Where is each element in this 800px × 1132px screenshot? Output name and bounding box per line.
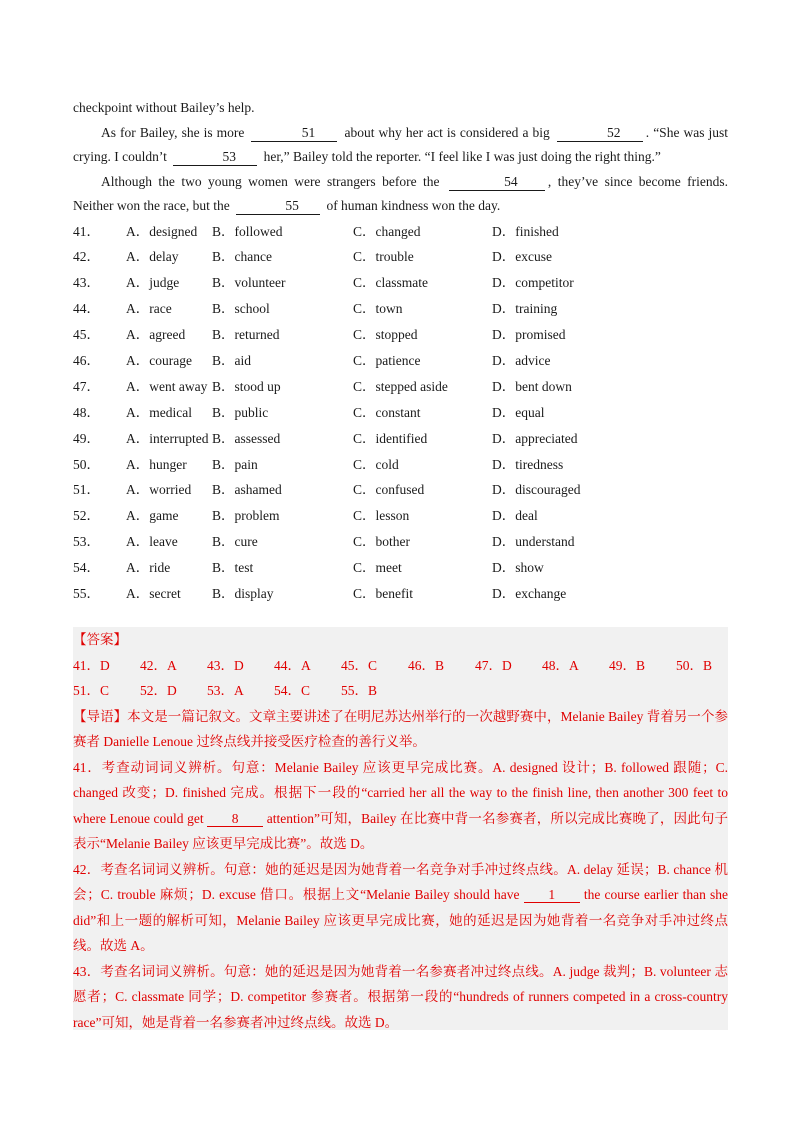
question-number: 45． [73,327,100,343]
option-a: A．went away [126,378,208,394]
option-d: D．advice [492,352,551,368]
option-c: C．bother [353,534,410,550]
option-b: B．public [212,404,269,420]
option-c: C．cold [353,456,399,472]
option-a: A．race [126,301,172,317]
answer-key-row [73,653,728,679]
question-row [73,503,728,529]
option-a: A．agreed [126,327,186,343]
question-number: 48． [73,404,100,420]
answer-key: 50．B [676,657,713,673]
option-d: D．show [492,560,544,576]
question-number: 44． [73,301,100,317]
option-d: D．equal [492,404,545,420]
option-d: D．appreciated [492,430,578,446]
explanation-text: 42．考查名词词义辨析。句意：她的延迟是因为她背着一名竞争对手冲过终点线。A. delay 延误；B. chance 机会；C. trouble 麻烦；D. excuse 借口。根据上文“Melanie Bailey should have [73,861,728,902]
options-list [73,219,728,607]
option-a: A．ride [126,560,171,576]
option-a: A．secret [126,585,181,601]
option-c: C．confused [353,482,425,498]
question-number: 52． [73,508,100,524]
option-a: A．judge [126,275,180,291]
blank-53: 53 [173,149,257,166]
option-d: D．understand [492,534,575,550]
answer-key: 44．A [274,657,311,673]
passage-text: , they’ve since become friends. Neither won the race, but the [73,173,728,213]
question-row [73,581,728,607]
question-number: 41． [73,223,100,239]
option-b: B．stood up [212,378,281,394]
option-c: C．meet [353,560,402,576]
option-c: C．trouble [353,249,414,265]
passage-line: checkpoint without Bailey’s help. [73,100,255,115]
question-number: 42． [73,249,100,265]
question-row [73,322,728,348]
option-d: D．exchange [492,585,567,601]
blank-54: 54 [449,174,545,191]
option-b: B．school [212,301,270,317]
passage-text: As for Bailey, she is more [101,124,245,140]
passage-text: of human kindness won the day. [326,198,501,213]
option-b: B．display [212,585,274,601]
option-c: C．stopped [353,327,418,343]
explanation-43: 43．考查名词词义辨析。句意：她的延迟是因为她背着一名参赛者冲过终点线。A. judge 裁判；B. volunteer 志愿者；C. classmate 同学；D. competitor 参赛者。根据第一段的“hundreds of runners competed in a cross-country race”可知，她是背着一名参赛者冲过终点线。故选 D。 [73,963,728,1030]
guide-text: 本文是一篇记叙文。文章主要讲述了在明尼苏达州举行的一次越野赛中，Melanie Bailey 背着另一个参赛者 Danielle Lenoue 过终点线并接受医疗检查的善行义举。 [73,708,728,749]
option-b: B．followed [212,223,283,239]
question-number: 49． [73,430,100,446]
explanation-text: the course earlier than she did”和上一题的解析可知，Melanie Bailey 应该更早完成比赛，她的延迟是因为她背着一名竞争对手冲过终点线。故选 A。 [73,887,728,953]
option-a: A．game [126,508,179,524]
blank-55: 55 [236,198,320,215]
question-number: 51． [73,482,100,498]
question-number: 55． [73,585,100,601]
answer-key: 49．B [609,657,646,673]
blank-51: 51 [251,125,337,142]
option-d: D．discouraged [492,482,581,498]
option-a: A．worried [126,482,192,498]
question-row [73,219,728,245]
answer-key: 48．A [542,657,579,673]
option-b: B．test [212,560,254,576]
option-b: B．aid [212,352,251,368]
blank-52: 52 [557,125,643,142]
question-row [73,348,728,374]
answer-heading: 【答案】 [73,632,127,647]
answer-key: 54．C [274,683,311,698]
answer-key: 42．A [140,657,177,673]
option-d: D．tiredness [492,456,564,472]
answer-key: 45．C [341,657,378,673]
answer-key: 53．A [207,683,244,698]
question-row [73,555,728,581]
question-row [73,426,728,452]
explanation-42 [73,857,728,959]
option-c: C．classmate [353,275,428,291]
question-row [73,529,728,555]
option-d: D．deal [492,508,538,524]
question-row [73,452,728,478]
explanation-text: 41．考查动词词义辨析。句意：Melanie Bailey 应该更早完成比赛。A. designed 设计；B. followed 跟随；C. changed 改变；D. finished 完成。根据下一段的“carried her all the way to the finish line, then another 300 feet to where Lenoue could get [73,759,728,826]
guide-paragraph [73,704,728,755]
option-b: B．cure [212,534,258,550]
option-c: C．constant [353,404,421,420]
answer-key-row [73,678,728,704]
option-b: B．assessed [212,430,281,446]
question-row [73,374,728,400]
option-a: A．interrupted [126,430,209,446]
option-a: A．medical [126,404,192,420]
answer-key: 51．C [73,683,110,698]
option-d: D．competitor [492,275,574,291]
passage-paragraph [73,121,728,170]
answer-key: 47．D [475,657,512,673]
option-d: D．excuse [492,249,552,265]
option-c: C．stepped aside [353,378,448,394]
question-number: 43． [73,275,100,291]
question-row [73,270,728,296]
option-c: C．identified [353,430,428,446]
answer-key: 55．B [341,683,378,698]
question-row [73,400,728,426]
explanation-blank: 8 [207,811,263,827]
option-b: B．chance [212,249,272,265]
option-b: B．pain [212,456,258,472]
option-a: A．hunger [126,456,187,472]
passage-text: . “She was just crying. I couldn’t [73,124,729,164]
option-c: C．benefit [353,585,413,601]
option-c: C．lesson [353,508,410,524]
option-d: D．finished [492,223,559,239]
option-b: B．returned [212,327,280,343]
explanation-blank: 1 [524,887,580,903]
question-number: 50． [73,456,100,472]
option-b: B．volunteer [212,275,286,291]
answer-key: 46．B [408,657,445,673]
answer-key: 41．D [73,657,110,673]
option-d: D．bent down [492,378,572,394]
explanation-41 [73,755,728,857]
question-row [73,477,728,503]
question-row [73,244,728,270]
question-number: 53． [73,534,100,550]
passage-text: her,” Bailey told the reporter. “I feel like I was just doing the right thing.” [263,149,661,164]
answer-section [73,627,728,1030]
option-a: A．delay [126,249,179,265]
explanation-text: attention”可知，Bailey 在比赛中背一名参赛者，所以完成比赛晚了，因此句子表示“Melanie Bailey 应该更早完成比赛”。故选 D。 [73,810,729,851]
option-c: C．town [353,301,403,317]
option-d: D．training [492,301,558,317]
question-row [73,296,728,322]
option-d: D．promised [492,327,566,343]
option-c: C．changed [353,223,421,239]
question-number: 46． [73,352,100,368]
option-a: A．leave [126,534,178,550]
passage-text: about why her act is considered a big [344,124,550,140]
question-number: 54． [73,560,100,576]
option-a: A．courage [126,352,192,368]
option-b: B．ashamed [212,482,282,498]
passage-paragraph [73,170,728,219]
option-b: B．problem [212,508,280,524]
passage-text: Although the two young women were strangers before the [101,173,440,189]
answer-key: 52．D [140,683,177,698]
question-section [73,96,728,607]
question-number: 47． [73,378,100,394]
option-a: A．designed [126,223,198,239]
answer-key: 43．D [207,657,244,673]
option-c: C．patience [353,352,421,368]
guide-label: 【导语】 [73,708,128,724]
